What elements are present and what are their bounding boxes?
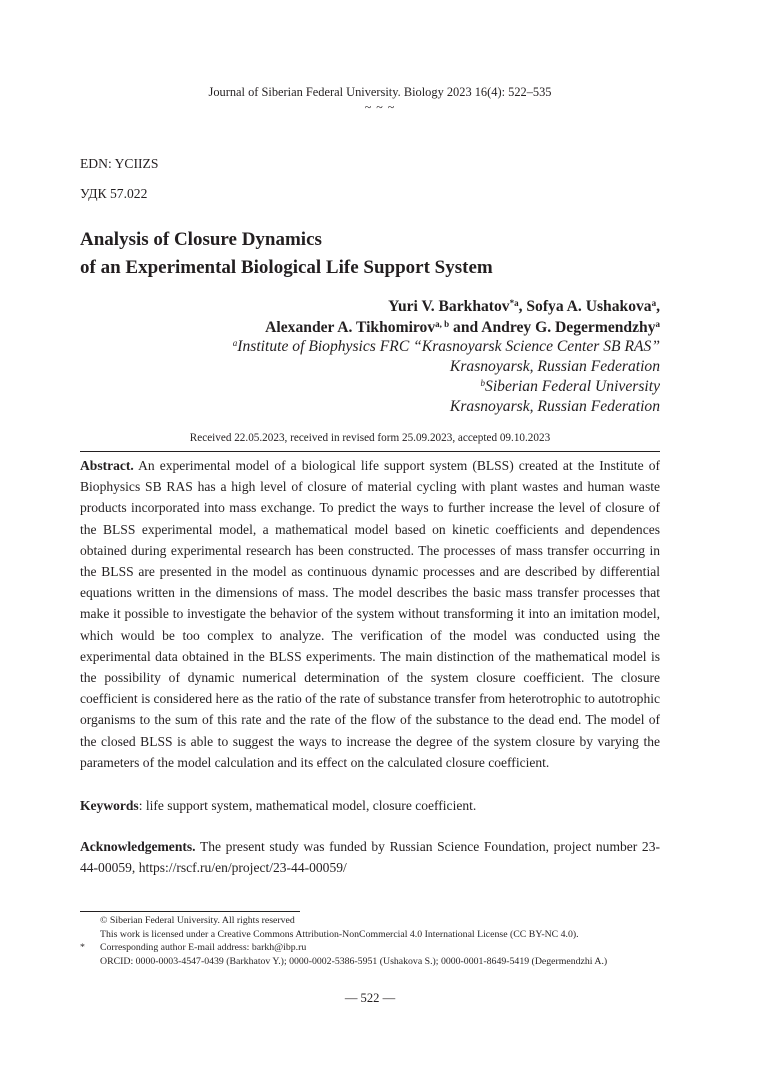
author-ushakova: Sofya A. Ushakova xyxy=(526,298,652,315)
author-tikhomirov-affil: a, b xyxy=(435,319,450,329)
journal-header: Journal of Siberian Federal University. Biology 2023 16(4): 522–535 xyxy=(208,85,552,99)
paper-title-line-2: of an Experimental Biological Life Support System xyxy=(80,257,493,278)
header-ornament: ~ ~ ~ xyxy=(364,100,396,114)
footnote-corresponding: Corresponding author E-mail address: barkh@ibp.ru xyxy=(100,942,307,953)
author-barkhatov: Yuri V. Barkhatov xyxy=(388,298,510,315)
edn-code: EDN: YCIIZS xyxy=(80,156,159,171)
author-line-2 xyxy=(265,317,660,338)
keywords-text: : life support system, mathematical model, closure coefficient. xyxy=(138,798,477,813)
paper-title xyxy=(80,226,493,282)
author-separator: , xyxy=(518,298,527,315)
acknowledgements-label: Acknowledgements. xyxy=(80,839,196,854)
page-number: — 522 — xyxy=(344,991,396,1005)
author-degermendzhy-affil: a xyxy=(655,319,660,329)
keywords-label: Keywords xyxy=(80,798,139,813)
author-barkhatov-affil: *a xyxy=(509,298,519,308)
author-degermendzhy: Andrey G. Degermendzhy xyxy=(481,319,656,336)
keywords xyxy=(80,795,660,816)
footnote-contact xyxy=(100,941,660,968)
abstract-label: Abstract. xyxy=(80,458,134,473)
author-line-1 xyxy=(265,296,660,317)
footnote-divider xyxy=(80,911,300,912)
header-divider xyxy=(80,451,660,452)
udk-code: УДК 57.022 xyxy=(80,186,148,201)
author-separator: , xyxy=(656,298,660,315)
affiliation-a-marker: a xyxy=(232,338,238,348)
affiliation-b-city: Krasnoyarsk, Russian Federation xyxy=(449,398,660,415)
affiliation-a-name: Institute of Biophysics FRC “Krasnoyarsk Science Center SB RAS” xyxy=(237,338,660,355)
footnote-rights xyxy=(100,914,660,941)
author-list xyxy=(265,296,660,338)
author-tikhomirov: Alexander A. Tikhomirov xyxy=(265,319,436,336)
footnote-copyright: © Siberian Federal University. All rights reserved xyxy=(100,915,295,926)
affiliation-a-city: Krasnoyarsk, Russian Federation xyxy=(449,358,660,375)
acknowledgements-text: The present study was funded by Russian Science Foundation, project number 23-44-00059, https://rscf.ru/en/project/23-44-00059/ xyxy=(80,839,660,876)
paper-title-line-1: Analysis of Closure Dynamics xyxy=(80,229,322,250)
affiliations xyxy=(233,337,660,417)
affiliation-b-marker: b xyxy=(480,378,486,388)
abstract-text: An experimental model of a biological life support system (BLSS) created at the Institute of Biophysics SB RAS has a high level of closure of material cycling with plant wastes and human waste products incorporated into mass exchange. To predict the ways to further increase the level of closure of the BLSS experimental model, a mathematical model based on kinetic coefficients and dependences obtained during experimental research has been constructed. The processes of mass transfer occurring in the BLSS are presented in the model as continuous dynamic processes and are described by differential equations written in the dimensions of mass. The model describes the basic mass transfer processes that make it possible to investigate the behavior of the system without transforming it into an imitation model, which would be too complex to analyze. The verification of the model was conducted using the experimental data obtained in the BLSS experiments. The main distinction of the mathematical model is the possibility of dynamic numerical determination of the system closure coefficient. The closure coefficient is considered here as the ratio of the rate of substance transfer from heterotrophic to autotrophic organisms to the sum of this rate and the rate of the flow of the substance to the dead end. The model of the closed BLSS is able to suggest the ways to increase the degree of the system closure by varying the parameters of the model calculation and its effect on the calculated closure coefficient. xyxy=(80,458,660,770)
affiliation-a xyxy=(233,337,660,357)
acknowledgements xyxy=(80,836,660,878)
footnote-license: This work is licensed under a Creative Commons Attribution-NonCommercial 4.0 International License (CC BY-NC 4.0). xyxy=(100,928,579,940)
abstract xyxy=(80,455,660,773)
footnote-orcid: ORCID: 0000-0003-4547-0439 (Barkhatov Y.); 0000-0002-5386-5951 (Ushakova S.); 0000-0001-8649-5419 (Degermendzhi A.) xyxy=(100,955,608,967)
affiliation-b-name: Siberian Federal University xyxy=(485,378,660,395)
footnote-star: * xyxy=(80,942,85,953)
author-separator: and xyxy=(449,319,482,336)
author-ushakova-affil: a xyxy=(651,298,657,308)
received-dates: Received 22.05.2023, received in revised form 25.09.2023, accepted 09.10.2023 xyxy=(189,432,551,444)
affiliation-b xyxy=(233,377,660,397)
